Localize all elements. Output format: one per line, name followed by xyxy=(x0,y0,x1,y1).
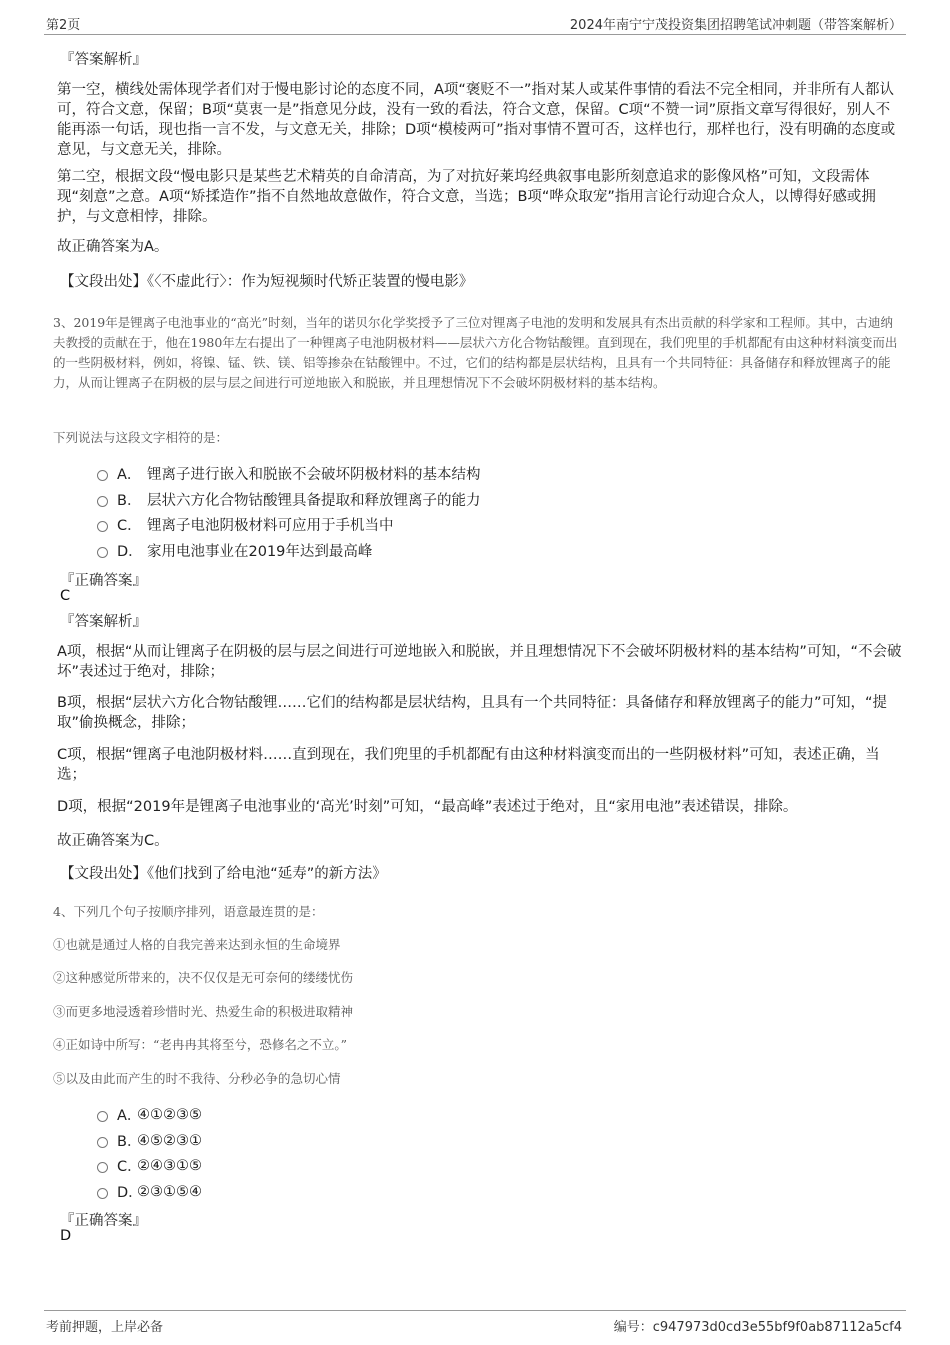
page-number: 第2页 xyxy=(46,18,81,33)
radio-icon[interactable] xyxy=(97,496,108,507)
option-letter: A． xyxy=(117,1108,142,1124)
option-a[interactable] xyxy=(97,463,481,484)
option-c[interactable] xyxy=(97,1155,202,1176)
analysis-heading: 『答案解析』 xyxy=(60,52,147,68)
option-letter: B． xyxy=(117,1134,142,1150)
option-letter: A． xyxy=(117,467,142,483)
option-letter: D． xyxy=(117,544,143,560)
option-c[interactable] xyxy=(97,514,394,535)
option-text: 锂离子进行嵌入和脱嵌不会破坏阴极材料的基本结构 xyxy=(147,467,481,483)
option-b[interactable] xyxy=(97,489,481,510)
sentence-item: ②这种感觉所带来的，决不仅仅是无可奈何的缕缕忧伤 xyxy=(53,970,354,985)
analysis-paragraph: D项，根据“2019年是锂离子电池事业的‘高光’时刻”可知，“最高峰”表述过于绝对，且“家用电池”表述错误，排除。 xyxy=(57,799,798,815)
analysis-heading: 『答案解析』 xyxy=(60,614,147,630)
document-code: 编号：c947973d0cd3e55bf9f0ab87112a5cf4 xyxy=(613,1320,902,1335)
sentence-item: ④正如诗中所写：“老冉冉其将至兮，恐修名之不立。” xyxy=(53,1037,348,1052)
option-letter: D． xyxy=(117,1185,143,1201)
analysis-paragraph: B项，根据“层状六方化合物钴酸锂……它们的结构都是层状结构，且具有一个共同特征：具备储存和释放锂离子的能力”可知，“提取”偷换概念，排除； xyxy=(57,695,887,731)
conclusion-text: 故正确答案为A。 xyxy=(57,239,169,255)
option-text: 家用电池事业在2019年达到最高峰 xyxy=(147,544,373,560)
analysis-paragraph: A项，根据“从而让锂离子在阴极的层与层之间进行可逆地嵌入和脱嵌，并且理想情况下不会破坏阴极材料的基本结构”可知，“不会破坏”表述过于绝对，排除； xyxy=(57,644,902,680)
option-text: 层状六方化合物钴酸锂具备提取和释放锂离子的能力 xyxy=(147,493,481,509)
radio-icon[interactable] xyxy=(97,1111,108,1122)
option-text: ④⑤②③① xyxy=(137,1132,202,1149)
footer-slogan: 考前押题，上岸必备 xyxy=(46,1320,164,1335)
analysis-paragraph: 第二空，根据文段“慢电影只是某些艺术精英的自命清高，为了对抗好莱坞经典叙事电影所刻意追求的影像风格”可知，文段需体现“刻意”之意。A项“矫揉造作”指不自然地故意做作，符合文意，当选；B项“哗众取宠”指用言论行动迎合众人，以博得好感或拥护，与文意相悖，排除。 xyxy=(57,169,876,225)
correct-answer-heading: 『正确答案』 xyxy=(60,573,147,589)
option-d[interactable] xyxy=(97,540,372,561)
document-title: 2024年南宁宁茂投资集团招聘笔试冲刺题（带答案解析） xyxy=(569,18,902,33)
option-text: ④①②③⑤ xyxy=(137,1106,202,1123)
page-header xyxy=(44,12,906,35)
page-footer xyxy=(44,1310,906,1339)
radio-icon[interactable] xyxy=(97,547,108,558)
sentence-item: ③而更多地浸透着珍惜时光、热爱生命的积极进取精神 xyxy=(53,1004,354,1019)
radio-icon[interactable] xyxy=(97,1162,108,1173)
conclusion-text: 故正确答案为C。 xyxy=(57,833,169,849)
question-prompt: 下列说法与这段文字相符的是： xyxy=(53,430,229,445)
option-letter: B． xyxy=(117,493,142,509)
correct-answer: C xyxy=(60,588,71,604)
option-d[interactable] xyxy=(97,1181,202,1202)
sentence-item: ①也就是通过人格的自我完善来达到永恒的生命境界 xyxy=(53,937,341,952)
option-text: ②④③①⑤ xyxy=(137,1157,202,1174)
option-b[interactable] xyxy=(97,1130,202,1151)
sentence-item: ⑤以及由此而产生的时不我待、分秒必争的急切心情 xyxy=(53,1071,341,1086)
question-prompt: 4、下列几个句子按顺序排列，语意最连贯的是： xyxy=(53,904,324,919)
option-letter: C． xyxy=(117,1159,142,1175)
radio-icon[interactable] xyxy=(97,470,108,481)
correct-answer-heading: 『正确答案』 xyxy=(60,1213,147,1229)
source-citation: 【文段出处】《他们找到了给电池“延寿”的新方法》 xyxy=(60,866,387,882)
option-a[interactable] xyxy=(97,1104,202,1125)
radio-icon[interactable] xyxy=(97,1188,108,1199)
correct-answer: D xyxy=(60,1228,72,1244)
analysis-paragraph: 第一空，横线处需体现学者们对于慢电影讨论的态度不同，A项“褒贬不一”指对某人或某件事情的看法不完全相同，并非所有人都认可，符合文意，保留；B项“莫衷一是”指意见分歧，没有一致的看法，符合文意，保留。C项“不赞一词”原指文章写得很好，别人不能再添一句话，现也指一言不发，与文意无关，排除；D项“模棱两可”指对事情不置可否，这样也行，那样也行，没有明确的态度或意见，与文意无关，排除。 xyxy=(57,82,896,158)
analysis-paragraph: C项，根据“锂离子电池阴极材料……直到现在，我们兜里的手机都配有由这种材料演变而出的一些阴极材料”可知，表述正确，当选； xyxy=(57,747,880,783)
option-text: ②③①⑤④ xyxy=(137,1183,202,1200)
radio-icon[interactable] xyxy=(97,521,108,532)
source-citation: 【文段出处】《〈不虚此行〉：作为短视频时代矫正装置的慢电影》 xyxy=(60,274,474,290)
radio-icon[interactable] xyxy=(97,1137,108,1148)
option-letter: C． xyxy=(117,518,142,534)
option-text: 锂离子电池阴极材料可应用于手机当中 xyxy=(147,518,394,534)
question-passage: 3、2019年是锂离子电池事业的“高光”时刻，当年的诺贝尔化学奖授予了三位对锂离子电池的发明和发展具有杰出贡献的科学家和工程师。其中，古迪纳夫教授的贡献在于，他在1980年左右提出了一种锂离子电池阴极材料——层状六方化合物钴酸锂。直到现在，我们兜里的手机都配有由这种材料演变而出的一些阴极材料，例如，将镍、锰、铁、镁、铝等掺杂在钴酸锂中。不过，它们的结构都是层状结构，且具有一个共同特征：具备储存和释放锂离子的能力，从而让锂离子在阴极的层与层之间进行可逆地嵌入和脱嵌，并且理想情况下不会破坏阴极材料的基本结构。 xyxy=(53,315,898,390)
